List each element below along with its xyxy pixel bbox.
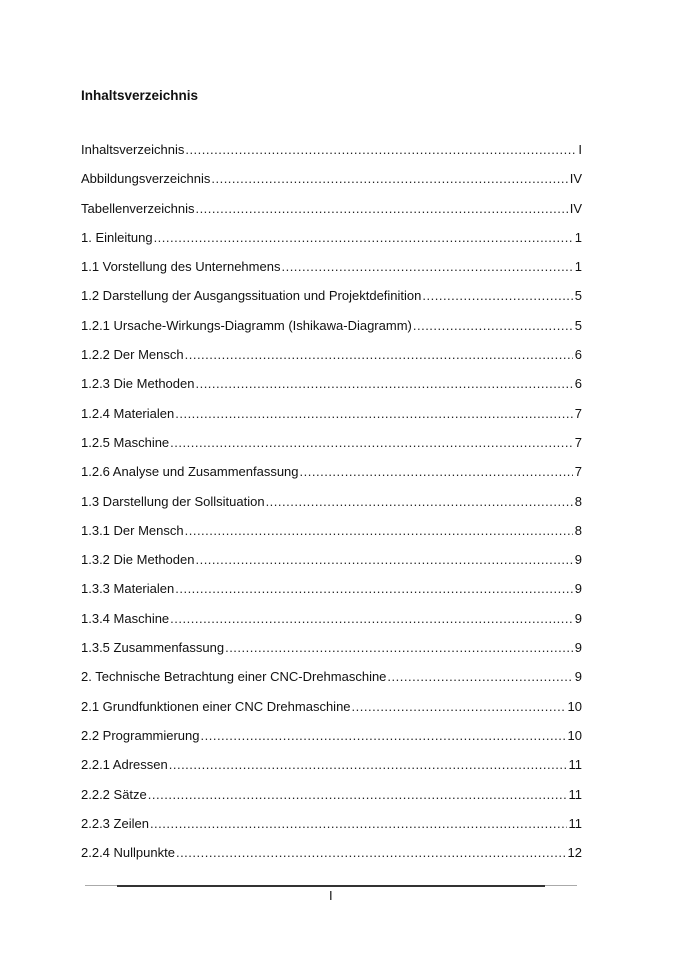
toc-entry-label: 1.3 Darstellung der Sollsituation — [81, 493, 265, 509]
dot-leader — [185, 347, 573, 362]
dot-leader — [195, 201, 567, 216]
toc-entry-label: 1.2.1 Ursache-Wirkungs-Diagramm (Ishikawa-Diagramm) — [81, 317, 412, 333]
toc-entry[interactable] — [81, 347, 582, 376]
toc-entry-page: 9 — [574, 610, 582, 626]
dot-leader — [300, 464, 573, 479]
toc-entry-label: 2.1 Grundfunktionen einer CNC Drehmaschine — [81, 698, 351, 714]
toc-entry-page: 9 — [574, 669, 582, 685]
toc-entry[interactable] — [81, 787, 582, 816]
toc-entry-page: 7 — [574, 405, 582, 421]
page-title: Inhaltsverzeichnis — [81, 88, 199, 103]
toc-entry[interactable] — [81, 318, 582, 347]
toc-entry-label: 2.2 Programmierung — [81, 727, 200, 743]
toc-entry[interactable] — [81, 494, 582, 523]
toc-entry[interactable] — [81, 728, 582, 757]
toc-entry-label: 1.2.2 Der Mensch — [81, 347, 184, 363]
footer-divider-inner — [117, 885, 545, 887]
toc-entry[interactable] — [81, 435, 582, 464]
dot-leader — [211, 171, 567, 186]
toc-entry-label: 1.2.5 Maschine — [81, 434, 170, 450]
dot-leader — [281, 259, 572, 274]
toc-entry-label: 1.2 Darstellung der Ausgangssituation und Projektdefinition — [81, 288, 422, 304]
table-of-contents — [81, 142, 582, 874]
dot-leader — [148, 787, 567, 802]
toc-entry-page: 7 — [574, 434, 582, 450]
toc-entry-label: 1.3.4 Maschine — [81, 610, 170, 626]
dot-leader — [413, 318, 573, 333]
toc-entry-page: 11 — [568, 786, 582, 802]
dot-leader — [352, 699, 566, 714]
toc-entry-page: 9 — [574, 581, 582, 597]
toc-entry-page: 8 — [574, 522, 582, 538]
dot-leader — [185, 142, 576, 157]
toc-entry-page: 12 — [567, 845, 582, 861]
toc-entry-page: IV — [569, 171, 582, 187]
toc-entry[interactable] — [81, 581, 582, 610]
toc-entry[interactable] — [81, 640, 582, 669]
toc-entry[interactable] — [81, 376, 582, 405]
toc-entry-label: 1.2.4 Materialen — [81, 405, 175, 421]
toc-entry-label: Tabellenverzeichnis — [81, 200, 195, 216]
toc-entry[interactable] — [81, 142, 582, 171]
dot-leader — [422, 288, 572, 303]
toc-entry-label: 1.3.3 Materialen — [81, 581, 175, 597]
toc-entry-page: 5 — [574, 317, 582, 333]
toc-entry-label: 1.3.1 Der Mensch — [81, 522, 184, 538]
toc-entry[interactable] — [81, 611, 582, 640]
dot-leader — [195, 376, 572, 391]
footer-page-number: I — [329, 888, 333, 903]
toc-entry-page: I — [578, 142, 582, 157]
dot-leader — [170, 611, 573, 626]
toc-entry-page: 8 — [574, 493, 582, 509]
dot-leader — [185, 523, 573, 538]
toc-entry-label: Abbildungsverzeichnis — [81, 171, 211, 187]
toc-entry-label: 2.2.3 Zeilen — [81, 815, 149, 831]
toc-entry-label: 1.2.3 Die Methoden — [81, 376, 195, 392]
toc-entry-label: 2.2.4 Nullpunkte — [81, 845, 175, 861]
toc-entry-page: 9 — [574, 640, 582, 656]
dot-leader — [387, 669, 572, 684]
toc-entry[interactable] — [81, 552, 582, 581]
toc-entry[interactable] — [81, 406, 582, 435]
dot-leader — [150, 816, 567, 831]
dot-leader — [201, 728, 566, 743]
toc-entry[interactable] — [81, 669, 582, 698]
dot-leader — [266, 494, 573, 509]
dot-leader — [154, 230, 573, 245]
dot-leader — [170, 435, 573, 450]
toc-entry-page: 11 — [568, 815, 582, 831]
toc-entry-label: 1.3.5 Zusammenfassung — [81, 640, 225, 656]
toc-entry-page: 11 — [568, 757, 582, 773]
toc-entry-label: 2.2.1 Adressen — [81, 757, 168, 773]
toc-entry[interactable] — [81, 845, 582, 874]
toc-entry-label: 1.1 Vorstellung des Unternehmens — [81, 259, 281, 275]
toc-entry-page: 6 — [574, 347, 582, 363]
toc-entry-page: 7 — [574, 464, 582, 480]
toc-entry-page: 9 — [574, 552, 582, 568]
dot-leader — [175, 406, 573, 421]
dot-leader — [169, 757, 567, 772]
toc-entry-page: 1 — [574, 229, 582, 245]
toc-entry-page: IV — [569, 200, 582, 216]
toc-entry[interactable] — [81, 757, 582, 786]
toc-entry[interactable] — [81, 259, 582, 288]
toc-entry-page: 10 — [567, 727, 582, 743]
dot-leader — [175, 581, 573, 596]
toc-entry[interactable] — [81, 523, 582, 552]
toc-entry-page: 6 — [574, 376, 582, 392]
toc-entry-label: 1.2.6 Analyse und Zusammenfassung — [81, 464, 299, 480]
toc-entry-label: 2. Technische Betrachtung einer CNC-Drehmaschine — [81, 669, 387, 685]
toc-entry[interactable] — [81, 699, 582, 728]
toc-entry-label: Inhaltsverzeichnis — [81, 142, 185, 157]
toc-entry-label: 1.3.2 Die Methoden — [81, 552, 195, 568]
dot-leader — [195, 552, 572, 567]
toc-entry-page: 10 — [567, 698, 582, 714]
toc-entry-page: 1 — [574, 259, 582, 275]
dot-leader — [176, 845, 566, 860]
toc-entry-label: 2.2.2 Sätze — [81, 786, 147, 802]
toc-entry[interactable] — [81, 230, 582, 259]
toc-entry[interactable] — [81, 171, 582, 200]
dot-leader — [225, 640, 573, 655]
toc-entry[interactable] — [81, 816, 582, 845]
toc-entry-page: 5 — [574, 288, 582, 304]
toc-entry[interactable] — [81, 201, 582, 230]
toc-entry[interactable] — [81, 464, 582, 493]
toc-entry-label: 1. Einleitung — [81, 229, 153, 245]
toc-entry[interactable] — [81, 288, 582, 317]
